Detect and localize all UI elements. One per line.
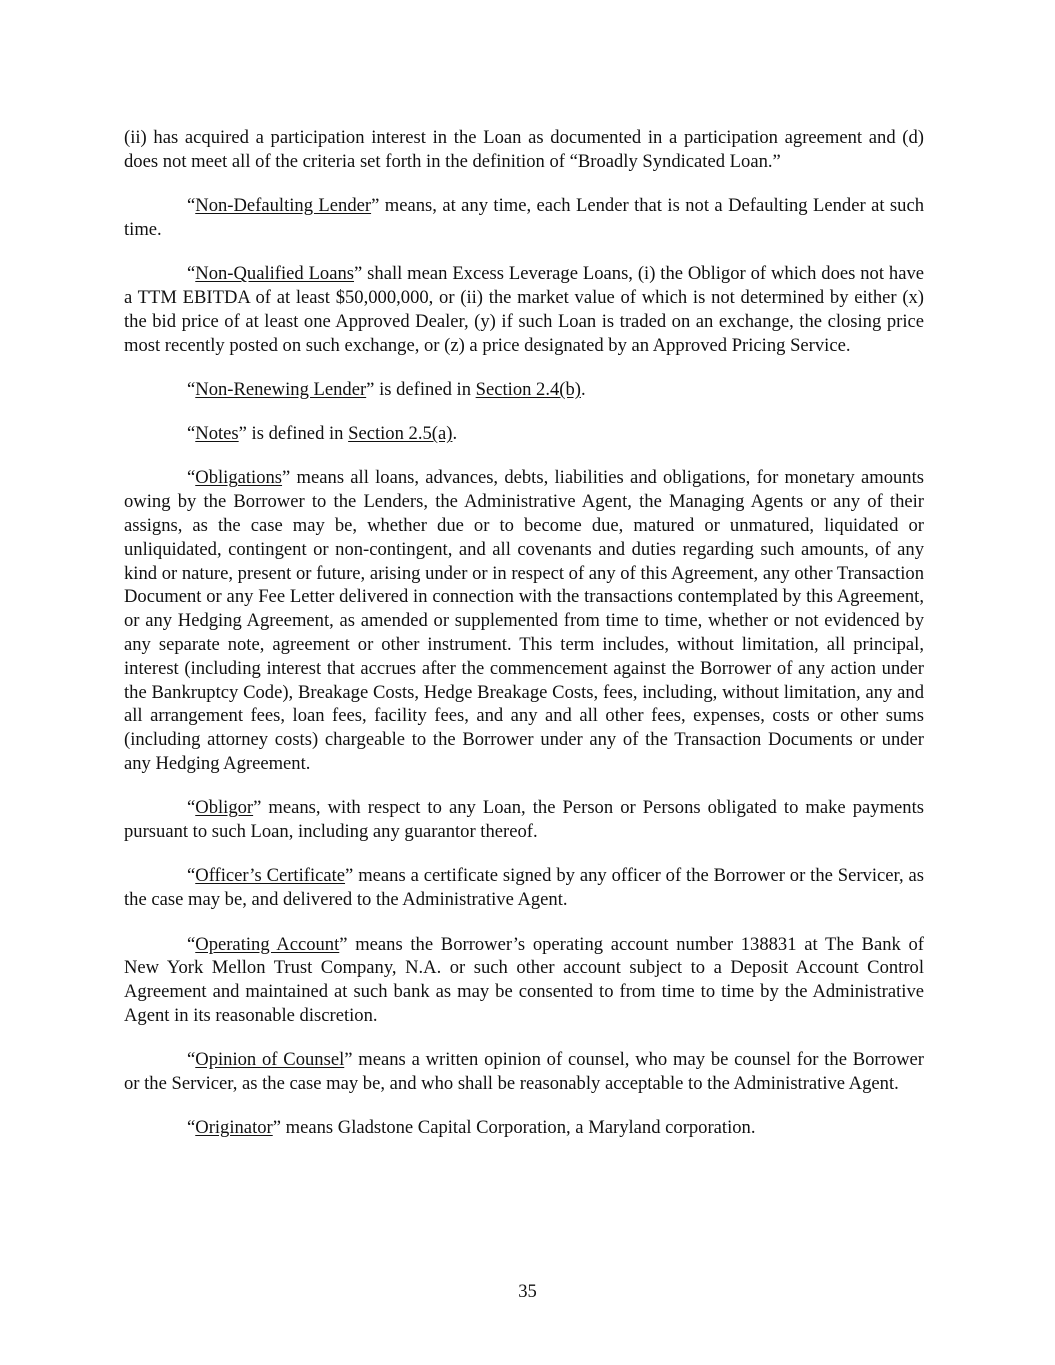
defined-term: Opinion of Counsel	[195, 1049, 345, 1071]
open-quote: “	[187, 195, 196, 217]
definition-non-defaulting-lender	[124, 194, 924, 242]
defined-term: Notes	[195, 423, 239, 445]
open-quote: “	[187, 1117, 196, 1139]
definition-opinion-of-counsel	[124, 1048, 924, 1096]
defined-term: Operating Account	[195, 933, 340, 955]
open-quote: “	[187, 1049, 196, 1071]
definition-obligor	[124, 796, 924, 844]
section-reference: Section 2.5(a)	[348, 423, 453, 445]
definition-originator	[124, 1116, 924, 1140]
defined-term: Non-Qualified Loans	[195, 263, 355, 285]
definition-text: ” means Gladstone Capital Corporation, a Maryland corporation.	[272, 1117, 756, 1139]
definition-text: ” is defined in	[238, 423, 349, 445]
definition-text: ” means all loans, advances, debts, liabilities and obligations, for monetary amounts owing by the Borrower to the Lenders, the Administrative Agent, the Managing Agents or any of their assigns, as the case may be, whether due or to become due, matured or unmatured, liquidated or unliquidated, contingent or non-contingent, and all covenants and duties regarding such amounts, of any kind or nature, present or future, arising under or in respect of any of this Agreement, any other Transaction Document or any Fee Letter delivered in connection with the transactions contemplated by this Agreement, or any Hedging Agreement, as amended or supplemented from time to time, whether or not evidenced by any separate note, agreement or other instrument. This term includes, without limitation, all principal, interest (including interest that accrues after the commencement against the Borrower of any action under the Bankruptcy Code), Breakage Costs, Hedge Breakage Costs, fees, including, without limitation, any and all arrangement fees, loan fees, facility fees, and any and all other fees, expenses, costs or other sums (including attorney costs) chargeable to the Borrower under any of the Transaction Documents or under any Hedging Agreement.	[124, 467, 924, 775]
definition-text: ” means a written opinion of counsel, who may be counsel for the Borrower or the Servicer, as the case may be, and who shall be reasonably acceptable to the Administrative Agent.	[124, 1049, 924, 1094]
open-quote: “	[187, 797, 196, 819]
definition-text: ” is defined in	[366, 378, 476, 400]
definition-operating-account	[124, 933, 924, 1028]
definition-text: ” shall mean Excess Leverage Loans, (i) the Obligor of which does not have a TTM EBITDA of at least $50,000,000, or (ii) the market value of which is not determined by either (x) the bid price of at least one Approved Dealer, (y) if such Loan is traded on an exchange, the closing price most recently posted on such exchange, or (z) a price designated by an Approved Pricing Service.	[124, 263, 924, 356]
definition-text: ” means, at any time, each Lender that is not a Defaulting Lender at such time.	[124, 195, 925, 240]
definition-text: ” means the Borrower’s operating account number 138831 at The Bank of New York Mellon Trust Company, N.A. or such other account subject to a Deposit Account Control Agreement and maintained at such bank as may be consented to from time to time by the Administrative Agent in its reasonable discretion.	[124, 933, 924, 1026]
defined-term: Officer’s Certificate	[195, 865, 346, 887]
open-quote: “	[187, 263, 196, 285]
defined-term: Originator	[195, 1117, 273, 1139]
open-quote: “	[187, 378, 196, 400]
open-quote: “	[187, 933, 196, 955]
defined-term: Obligor	[195, 797, 254, 819]
definition-text: ” means a certificate signed by any officer of the Borrower or the Servicer, as the case may be, and delivered to the Administrative Agent.	[124, 865, 924, 911]
continuation-paragraph: (ii) has acquired a participation interest in the Loan as documented in a participation agreement and (d) does not meet all of the criteria set forth in the definition of “Broadly Syndicated Loan.”	[124, 127, 924, 172]
document-body	[124, 126, 924, 1161]
open-quote: “	[187, 865, 196, 887]
section-reference: Section 2.4(b)	[475, 378, 581, 400]
defined-term: Non-Defaulting Lender	[195, 195, 372, 217]
definition-text: ” means, with respect to any Loan, the Person or Persons obligated to make payments pursuant to such Loan, including any guarantor thereof.	[124, 797, 924, 843]
definition-notes	[124, 422, 924, 446]
defined-term: Obligations	[195, 467, 283, 489]
definition-end: .	[452, 423, 458, 445]
definition-obligations	[124, 466, 924, 775]
definition-end: .	[580, 378, 586, 400]
page-number: 35	[518, 1281, 537, 1302]
open-quote: “	[187, 423, 196, 445]
definition-non-qualified-loans	[124, 262, 924, 357]
defined-term: Non-Renewing Lender	[195, 378, 367, 400]
definition-officers-certificate	[124, 864, 924, 912]
definition-non-renewing-lender	[124, 378, 924, 402]
open-quote: “	[187, 467, 196, 489]
